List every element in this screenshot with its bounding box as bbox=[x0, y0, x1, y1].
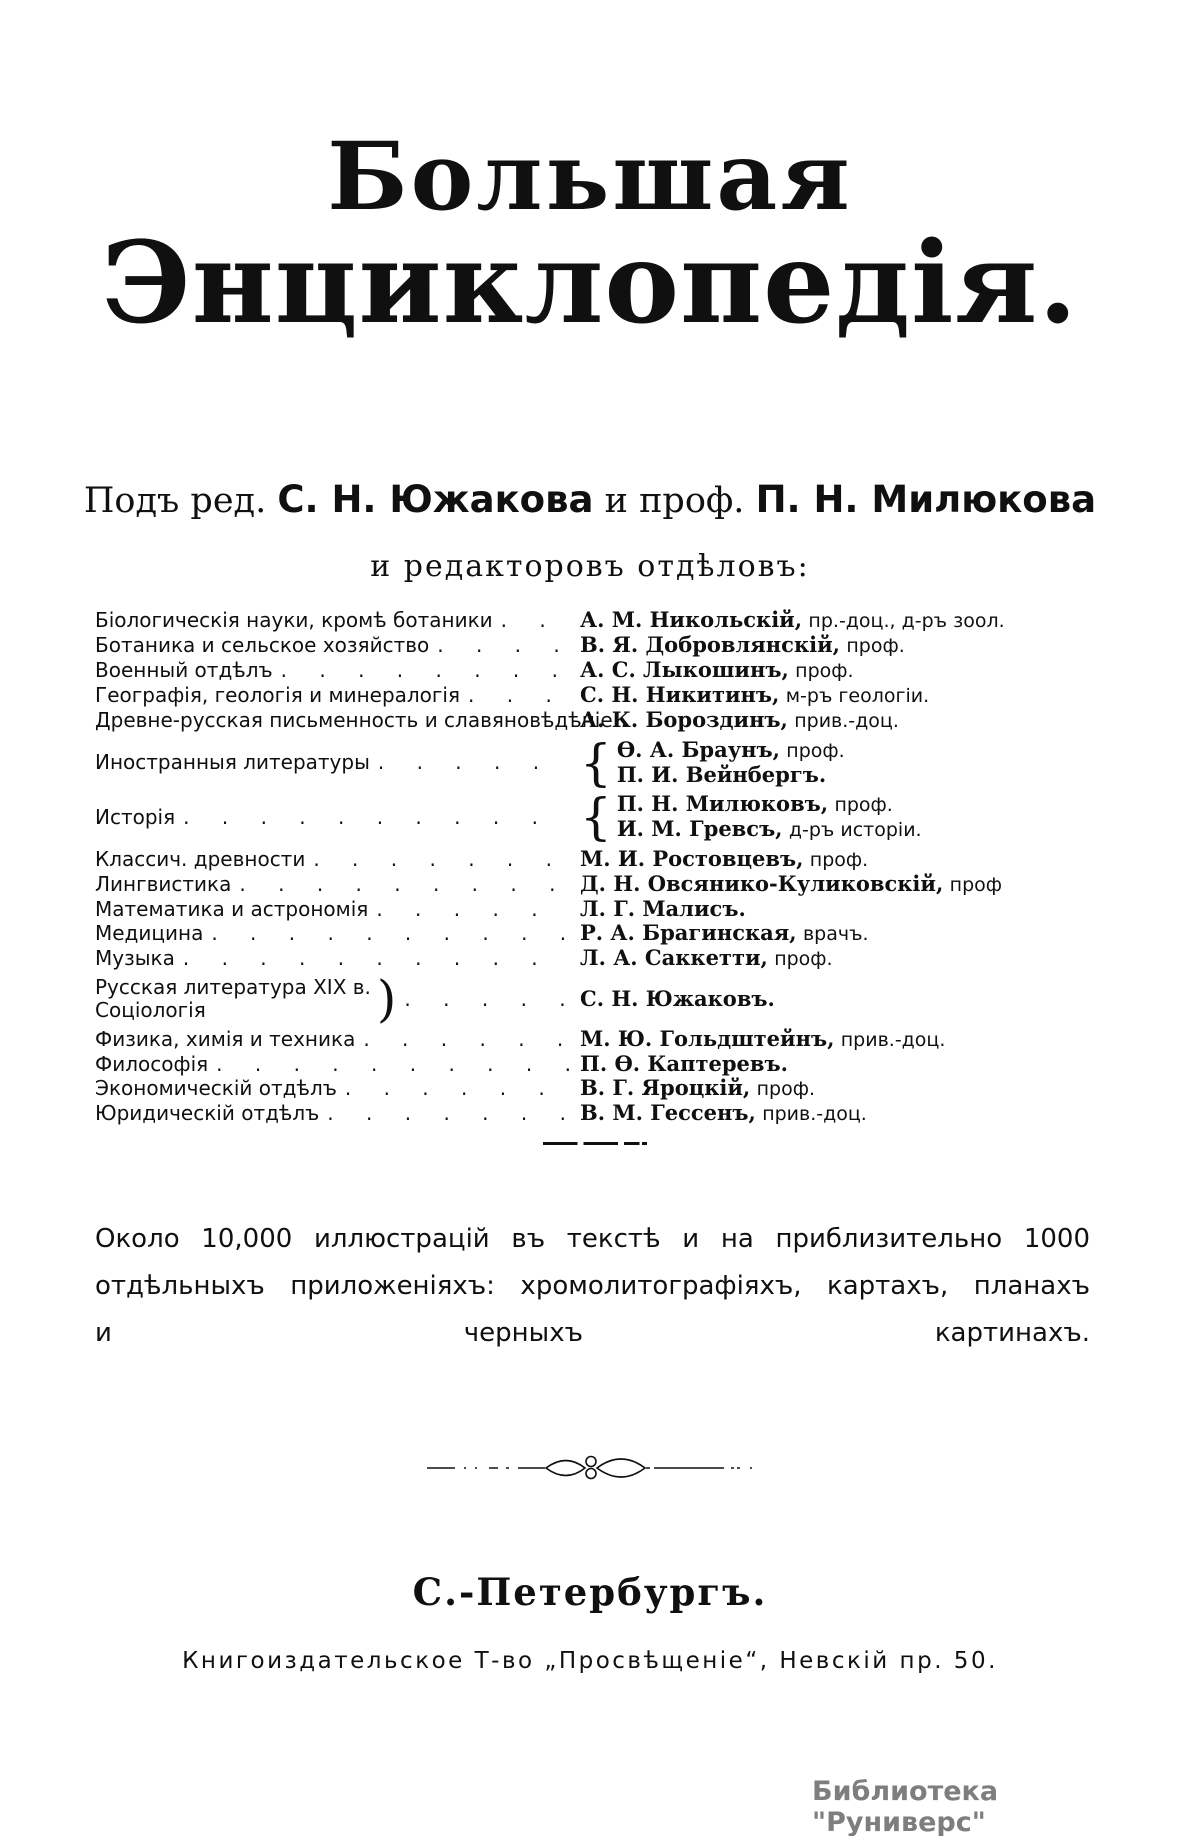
illustrations-note: Около 10,000 иллюстрацій въ текстѣ и на приблизительно 1000 отдѣльныхъ приложеніяхъ: хромолитографіяхъ, картахъ, планахъ и черныхъ картинахъ. bbox=[95, 1224, 1090, 1348]
dot-leader bbox=[281, 659, 570, 682]
editor-name: Л. Г. Малисъ. bbox=[580, 896, 746, 921]
editor-title: проф. bbox=[756, 1078, 816, 1100]
editor-title: врачъ. bbox=[802, 923, 869, 945]
editor-title: проф bbox=[949, 874, 1003, 896]
row-left bbox=[95, 659, 580, 682]
byline bbox=[0, 478, 1180, 521]
row-editors bbox=[580, 946, 1080, 971]
row-editors bbox=[580, 1027, 1080, 1052]
table-row bbox=[95, 872, 1080, 897]
row-editors bbox=[580, 658, 1080, 683]
table-row bbox=[95, 633, 1080, 658]
editor-names bbox=[580, 708, 899, 733]
editor-name: С. Н. Никитинъ, bbox=[580, 682, 780, 707]
row-editors bbox=[580, 683, 1080, 708]
editor-name: В. Г. Яроцкій, bbox=[580, 1075, 751, 1100]
editor-names bbox=[617, 792, 922, 842]
department-label: Военный отдѣлъ bbox=[95, 658, 273, 682]
editor-line bbox=[580, 987, 775, 1011]
editor-names bbox=[580, 946, 833, 971]
dot-leader bbox=[468, 684, 570, 707]
editor-line bbox=[580, 683, 929, 708]
editor-title: проф. bbox=[795, 660, 854, 682]
table-row bbox=[95, 1076, 1080, 1101]
editor-line bbox=[617, 738, 845, 763]
dot-leader bbox=[376, 898, 570, 921]
dot-leader bbox=[437, 634, 570, 657]
department-label: Русская литература XIX в. bbox=[95, 975, 371, 999]
department-label: Иностранныя литературы bbox=[95, 750, 370, 774]
editor-names bbox=[580, 1052, 788, 1076]
byline-editor2: П. Н. Милюкова bbox=[755, 478, 1097, 521]
table-row bbox=[95, 683, 1080, 708]
table-row bbox=[95, 608, 1080, 633]
row-editors bbox=[580, 708, 1080, 733]
editor-title: прив.-доц. bbox=[840, 1029, 946, 1051]
row-left bbox=[95, 806, 580, 829]
ornament-divider bbox=[425, 1448, 760, 1488]
editor-names bbox=[580, 633, 905, 658]
department-label: Медицина bbox=[95, 921, 204, 945]
dot-leader bbox=[216, 1053, 570, 1076]
editor-title: проф. bbox=[846, 635, 905, 657]
dot-leader bbox=[378, 751, 570, 774]
department-label: Экономическій отдѣлъ bbox=[95, 1076, 337, 1100]
row-left bbox=[95, 1102, 580, 1125]
dot-leader bbox=[211, 922, 570, 945]
row-editors bbox=[580, 1101, 1080, 1126]
editor-names bbox=[580, 847, 868, 872]
department-label: Географія, геологія и минералогія bbox=[95, 683, 461, 707]
editor-line bbox=[580, 946, 833, 971]
table-row bbox=[95, 970, 1080, 1028]
editor-names bbox=[580, 1101, 867, 1126]
editor-line bbox=[580, 921, 869, 946]
editor-title: прив.-доц. bbox=[794, 710, 899, 732]
dot-leader bbox=[404, 988, 570, 1011]
dot-leader bbox=[313, 848, 570, 871]
row-editors bbox=[580, 921, 1080, 946]
editor-name: П. Н. Милюковъ, bbox=[616, 791, 829, 816]
editor-line bbox=[580, 608, 1005, 633]
byline-prefix: Подъ ред. bbox=[83, 481, 267, 521]
dot-leader bbox=[363, 1028, 570, 1051]
library-watermark: Библиотека "Руниверс" bbox=[812, 1776, 999, 1836]
editor-names bbox=[580, 658, 854, 683]
editor-title: д-ръ исторіи. bbox=[788, 819, 922, 841]
table-row bbox=[95, 1052, 1080, 1076]
dot-leader bbox=[327, 1102, 570, 1125]
table-row bbox=[95, 788, 1080, 846]
editor-line bbox=[580, 1027, 945, 1052]
editor-names bbox=[617, 738, 845, 787]
row-editors bbox=[580, 847, 1080, 872]
row-left bbox=[95, 873, 580, 896]
editor-name: П. Ѳ. Каптеревъ. bbox=[580, 1051, 788, 1076]
row-left bbox=[95, 634, 580, 657]
editor-name: А. М. Никольскій, bbox=[580, 607, 803, 632]
department-label: Соціологія bbox=[95, 998, 206, 1022]
row-editors bbox=[580, 788, 1080, 846]
editor-title: проф. bbox=[834, 794, 893, 816]
editor-line bbox=[580, 897, 746, 921]
table-row bbox=[95, 897, 1080, 921]
editor-names bbox=[580, 1076, 815, 1101]
table-row bbox=[95, 921, 1080, 946]
editor-names bbox=[580, 683, 929, 708]
editor-names bbox=[580, 608, 1005, 633]
row-left bbox=[95, 1028, 580, 1051]
dot-leader bbox=[501, 609, 570, 632]
editor-line bbox=[617, 817, 922, 842]
editor-names bbox=[580, 897, 746, 921]
department-label: Философія bbox=[95, 1052, 209, 1076]
department-label: Юридическій отдѣлъ bbox=[95, 1101, 320, 1125]
editor-title: прив.-доц. bbox=[762, 1103, 867, 1125]
table-row bbox=[95, 1101, 1080, 1126]
byline-connector: и проф. bbox=[604, 481, 745, 521]
row-editors bbox=[580, 1052, 1080, 1076]
book-title-line2: Энциклопедія. bbox=[101, 218, 1079, 349]
section-editors-heading: и редакторовъ отдѣловъ: bbox=[370, 549, 810, 584]
row-left bbox=[95, 970, 580, 1028]
row-editors bbox=[580, 733, 1080, 792]
editor-name: Р. А. Брагинская, bbox=[580, 920, 797, 945]
table-row bbox=[95, 1027, 1080, 1052]
editor-name: В. Я. Добровлянскій, bbox=[580, 632, 840, 657]
editor-name: Д. Н. Овсянико-Куликовскій, bbox=[580, 871, 944, 896]
editor-line bbox=[580, 658, 854, 683]
editor-name: Л. А. Саккетти, bbox=[580, 945, 768, 970]
imprint-city: С.-Петербургъ. bbox=[412, 1570, 768, 1614]
department-label: Древне-русская письменность и славяновѣдѣніе bbox=[95, 708, 613, 732]
editor-line bbox=[580, 1076, 815, 1101]
department-label: Физика, химія и техника bbox=[95, 1027, 356, 1051]
left-brace-glyph: { bbox=[580, 733, 612, 792]
editor-title: проф. bbox=[786, 740, 845, 762]
dot-leader bbox=[345, 1077, 570, 1100]
table-row bbox=[95, 733, 1080, 792]
editor-names bbox=[580, 987, 775, 1011]
department-label: Біологическія науки, кромѣ ботаники bbox=[95, 608, 493, 632]
row-left bbox=[95, 1077, 580, 1100]
table-row bbox=[95, 708, 1080, 733]
editor-name: А. К. Бороздинъ, bbox=[580, 707, 788, 732]
row-left bbox=[95, 922, 580, 945]
editor-name: М. Ю. Гольдштейнъ, bbox=[580, 1026, 835, 1051]
editor-names bbox=[580, 1027, 945, 1052]
dot-leader bbox=[239, 873, 570, 896]
editor-name: М. И. Ростовцевъ, bbox=[580, 846, 804, 871]
row-editors bbox=[580, 608, 1080, 633]
right-brace-glyph: ) bbox=[376, 970, 397, 1028]
row-left bbox=[95, 898, 580, 921]
editor-title: м-ръ геологіи. bbox=[785, 685, 930, 707]
byline-editor1: С. Н. Южакова bbox=[277, 478, 594, 521]
editors-table bbox=[95, 608, 1080, 1126]
row-editors bbox=[580, 633, 1080, 658]
table-row bbox=[95, 658, 1080, 683]
table-row bbox=[95, 847, 1080, 872]
row-left bbox=[95, 684, 580, 707]
department-label: Классич. древности bbox=[95, 847, 306, 871]
imprint-publisher: Книгоиздательское Т-во „Просвѣщеніе“, Невскій пр. 50. bbox=[182, 1648, 998, 1674]
editor-line bbox=[617, 792, 922, 817]
book-title-line1: Большая bbox=[327, 122, 853, 232]
editor-line bbox=[580, 1101, 867, 1126]
row-left bbox=[95, 1053, 580, 1076]
editor-names bbox=[580, 921, 869, 946]
row-left bbox=[95, 947, 580, 970]
editor-title: пр.-доц., д-ръ зоол. bbox=[808, 610, 1005, 632]
editor-name: А. С. Лыкошинъ, bbox=[580, 657, 789, 682]
table-row bbox=[95, 946, 1080, 971]
editor-names bbox=[580, 872, 1002, 897]
editor-name: С. Н. Южаковъ. bbox=[580, 986, 775, 1011]
dot-leader bbox=[183, 806, 570, 829]
separator-rule bbox=[543, 1142, 647, 1145]
editor-name: И. М. Гревсъ, bbox=[616, 816, 783, 841]
department-labels bbox=[95, 976, 371, 1022]
editor-line bbox=[617, 763, 845, 787]
row-left bbox=[95, 848, 580, 871]
department-label: Ботаника и сельское хозяйство bbox=[95, 633, 430, 657]
department-label: Исторія bbox=[95, 804, 176, 829]
left-brace-glyph: { bbox=[580, 788, 612, 846]
dot-leader bbox=[183, 947, 570, 970]
editor-line bbox=[580, 872, 1002, 897]
editor-line bbox=[580, 847, 868, 872]
row-editors bbox=[580, 987, 1080, 1011]
editor-name: Ѳ. А. Браунъ, bbox=[616, 737, 780, 762]
row-editors bbox=[580, 872, 1080, 897]
row-editors bbox=[580, 1076, 1080, 1101]
editor-name: П. И. Вейнбергъ. bbox=[616, 762, 827, 787]
editor-line bbox=[580, 1052, 788, 1076]
editor-title: проф. bbox=[774, 948, 833, 970]
editor-line bbox=[580, 633, 905, 658]
editor-name: В. М. Гессенъ, bbox=[580, 1100, 756, 1125]
editor-title: проф. bbox=[809, 849, 869, 871]
row-editors bbox=[580, 897, 1080, 921]
row-left bbox=[95, 609, 580, 632]
department-label: Математика и астрономія bbox=[95, 897, 369, 921]
row-left bbox=[95, 708, 613, 732]
department-label: Музыка bbox=[95, 946, 175, 970]
editor-line bbox=[580, 708, 899, 733]
row-left bbox=[95, 751, 580, 774]
department-label: Лингвистика bbox=[95, 872, 232, 896]
